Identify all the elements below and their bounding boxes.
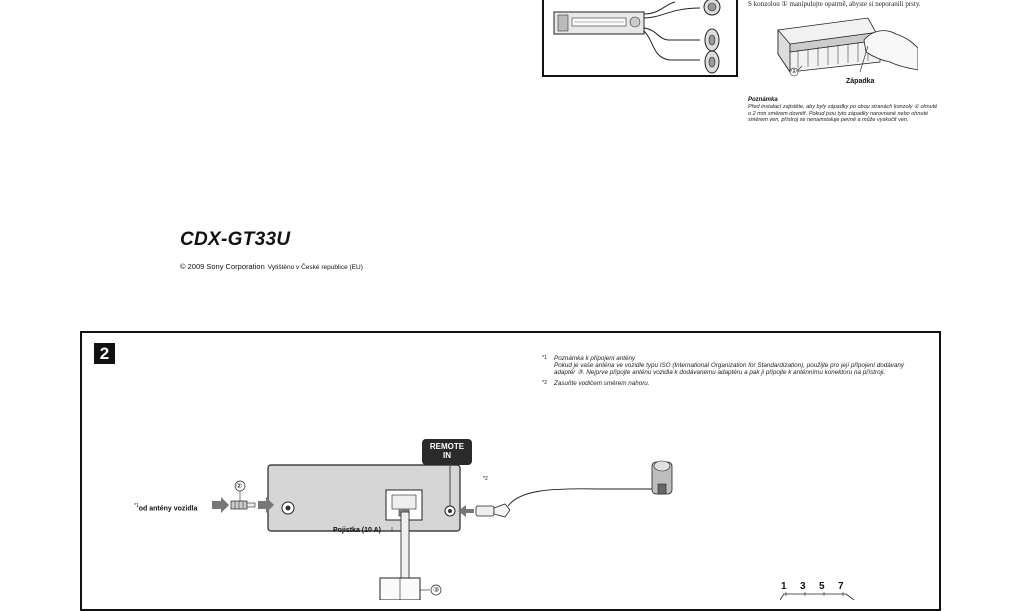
pin-number: 3 — [800, 581, 806, 592]
unit-rear-panel — [268, 465, 460, 531]
adapter-callout: ② — [236, 483, 243, 490]
note-body: Před instalací zajistěte, aby byly západky po obou stranách konzoly ① ohnuté o 2 mm směrem dovnitř. Pokud jsou tyto západky narovnané nebo ohnuté směrem ven, přístroj se nenainstaluje pevně a může vyskočit ven. — [748, 104, 938, 123]
harness-callout: ③ — [433, 587, 440, 594]
arrow-right-icon — [212, 497, 229, 513]
antenna-mark: *1 — [134, 503, 139, 509]
footnote-2 — [542, 380, 927, 387]
copyright-text: © 2009 Sony Corporation — [180, 262, 265, 271]
speaker-icon — [705, 29, 719, 51]
printed-in-text: Vytištěno v České republice (EU) — [267, 264, 363, 271]
plug-mark: *2 — [483, 476, 488, 482]
pin-number: 5 — [819, 581, 825, 592]
model-name: CDX-GT33U — [180, 229, 291, 250]
handling-instruction: S konzolou ① manipulujte opatrně, abyste si neporanili prsty. — [748, 0, 921, 8]
speaker-icon — [705, 51, 719, 73]
remote-in-line-1: REMOTE — [429, 442, 465, 451]
hand-icon — [864, 31, 918, 70]
footnotes — [542, 355, 927, 390]
remote-plug — [476, 504, 510, 517]
antenna-label — [134, 503, 197, 512]
speaker-icon — [704, 0, 720, 15]
footnote-text: Pokud je vaše anténa ve vozidle typu ISO (International Organization for Standardization), použijte pro její připojení dodávaný adaptér ③. Nejprve připojte anténu vozidla k dodávanému adaptéru a pak ji připojte k anténnímu konektoru na přístroji. — [554, 362, 905, 377]
fuse-label: Pojistka (10 A) — [333, 527, 381, 534]
antenna-text: od antény vozidla — [138, 505, 198, 513]
head-unit-illustration — [554, 12, 644, 34]
footnote-text: Zasuňte vodičem směrem nahoru. — [554, 379, 650, 387]
section-number: 2 — [94, 343, 115, 364]
pin-number: 7 — [838, 581, 844, 592]
note-title: Poznámka — [748, 97, 778, 103]
antenna-adapter — [231, 501, 255, 509]
remote-in-label — [422, 439, 472, 465]
speaker-wiring-illustration — [540, 0, 740, 80]
copyright-line — [180, 262, 363, 271]
steering-remote-icon — [652, 461, 672, 494]
pin-numbers — [781, 581, 857, 592]
latch-label: Západka — [846, 78, 875, 85]
footnote-mark: *2 — [542, 379, 548, 386]
footnote-1 — [542, 355, 927, 377]
footnote-mark: *1 — [542, 355, 548, 361]
footnote-title: Poznámka k připojení antény — [554, 355, 636, 362]
remote-in-line-2: IN — [443, 451, 451, 460]
bracket-callout: ① — [791, 68, 798, 75]
pin-number: 1 — [781, 581, 787, 592]
connection-diagram — [80, 440, 940, 600]
iso-connector-illustration — [776, 592, 866, 600]
